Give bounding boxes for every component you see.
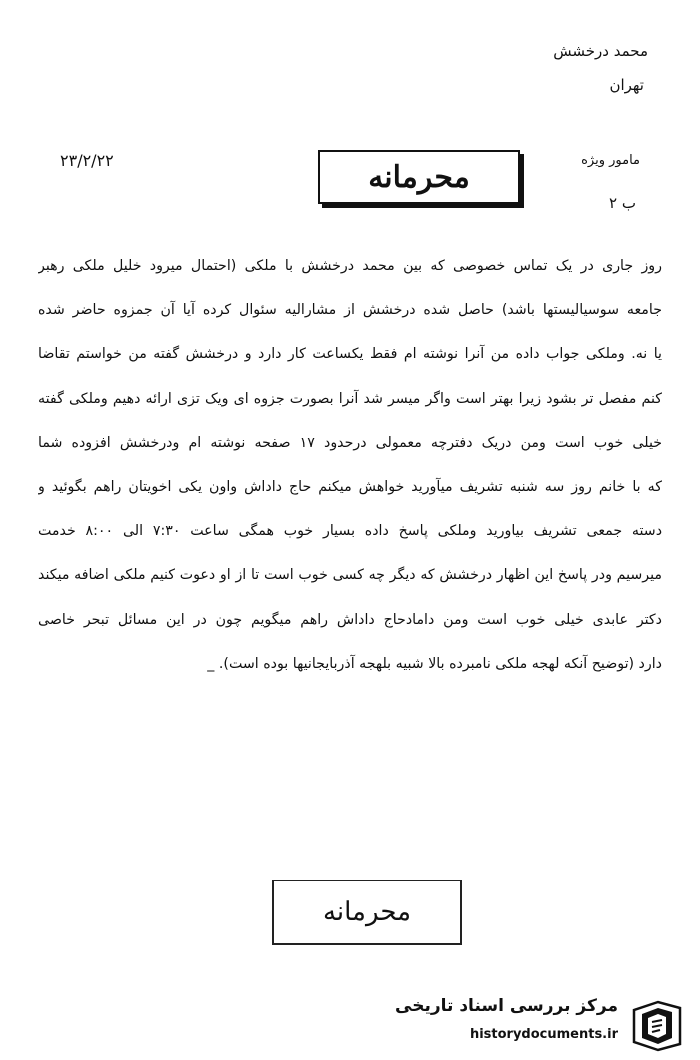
confidential-stamp-top [318, 150, 520, 204]
body-line: دارد (توضیح آنکه لهجه ملکی نامبرده بالا شبیه بلهجه آذربایجانیها بوده است). _ [207, 655, 662, 672]
sender-city: تهران [609, 76, 644, 94]
archive-name: مرکز بررسی اسناد تاریخی [395, 996, 618, 1016]
document-archive-logo-icon [628, 998, 686, 1052]
confidential-stamp-top-text: محرمانه [368, 159, 470, 195]
body-line: روز جاری در یک تماس خصوصی که بین محمد درخشش با ملکی (احتمال میرود خلیل ملکی رهبر [38, 258, 662, 274]
body-line: یا نه. وملکی جواب داده من آنرا نوشته ام فقط یکساعت کار دارد و درخشش گفته من خواستم تقاضا [38, 346, 662, 363]
body-line: میرسیم ودر پاسخ این اظهار درخشش که دیگر چه کسی خوب است تا از او دعوت کنیم ملکی اضافه میکند [38, 567, 662, 584]
body-line: خیلی خوب است ومن دریک دفترچه معمولی درحدود ۱۷ صفحه نوشته ام ودرخشش افزوده شما [38, 434, 662, 451]
confidential-stamp-bottom-text: محرمانه [322, 897, 412, 927]
agent-number: ب ۲ [609, 194, 636, 212]
report-body [38, 252, 662, 694]
document-date: ۲۳/۲/۲۲ [60, 151, 114, 170]
confidential-stamp-bottom [272, 880, 462, 945]
sender-name: محمد درخشش [553, 42, 648, 60]
body-line: دسته جمعی تشریف بیاورید وملکی پاسخ داده بسیار خوب همگی ساعت ۷:۳۰ الی ۸:۰۰ خدمت [38, 523, 662, 540]
body-line: جامعه سوسیالیستها باشد) حاصل شده درخشش از مشارالیه سئوال کرده آیا آن جمزوه حاضر شده [38, 302, 662, 319]
body-line: دکتر عابدی خیلی خوب است ومن دامادحاج داداش راهم میگویم چون در این مسائل تبحر خاصی [38, 611, 662, 628]
body-line: کنم مفصل تر بشود زیرا بهتر است واگر میسر شد آنرا بصورت جزوه ای ویک تزی ارائه دهیم وملکی گفته [38, 390, 662, 407]
archive-watermark [395, 996, 690, 1056]
agent-label: مامور ویژه [581, 153, 640, 168]
archive-url: historydocuments.ir [469, 1027, 618, 1042]
body-line: که با خانم روز سه شنبه تشریف میآورید خواهش میکنم حاج داداش واون یکی اخویتان راهم بگوئید و [38, 478, 662, 495]
